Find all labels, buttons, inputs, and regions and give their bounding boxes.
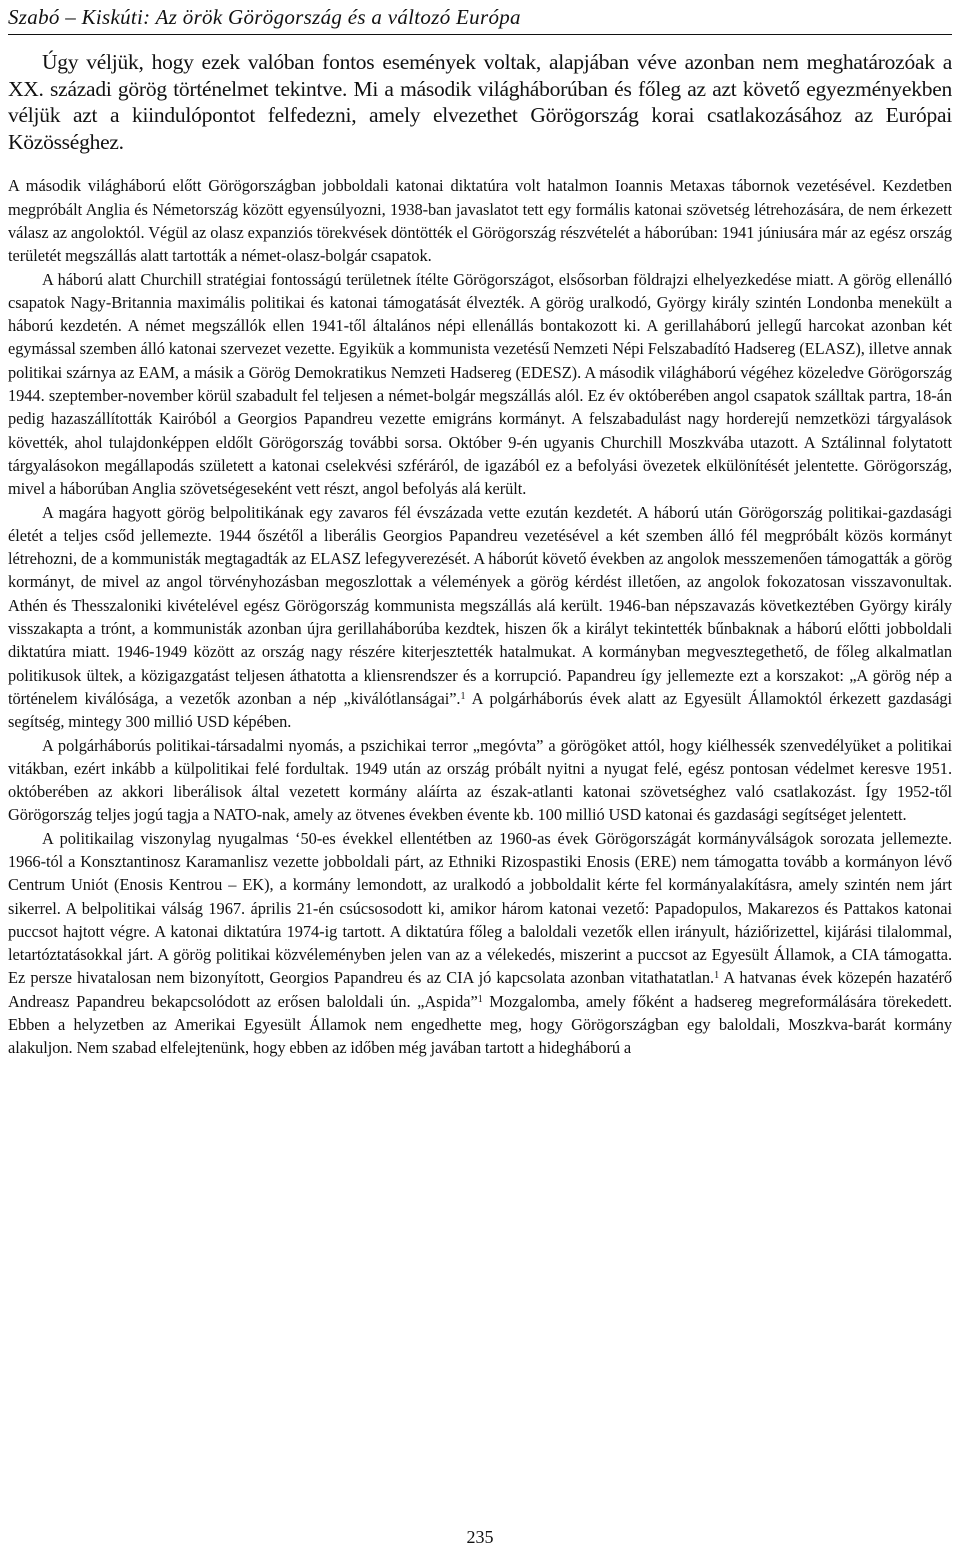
paragraph-text: A háború alatt Churchill stratégiai fontosságú területnek ítélte Görögországot, elsősorban földrajzi elhelyezkedése miatt. A görög ellenálló csapatok Nagy-Britannia maximális politikai és katonai támogatását élvezték. A görög uralkodó, György király szintén Londonba menekült a háború kezdetén. A német megszállók ellen 1941-től általános népi ellenállás bontakozott ki. A gerillaháború jellegű harcokat azonban két egymással szemben álló katonai szervezet vezette. Egyikük a kommunista vezetésű Nemzeti Népi Felszabadító Hadsereg (ELASZ), illetve annak politikai szárnya az EAM, a másik a Görög Demokratikus Nemzeti Hadsereg (EDESZ). A második világháború végéhez közeledve Görögország 1944. szeptember-november körül szabadult fel teljesen a német-bolgár megszállás alól. Ez év októberében angol csapatok szálltak partra, 18-án pedig hazaszállították Kairóból a Georgios Papandreu vezette emigráns kormányt. A felszabadulást nagy horderejű nemzetközi tárgyalások követték, ahol tulajdonképpen eldőlt Görögország további sorsa. Október 9-én ugyanis Churchill Moszkvába utazott. A Sztálinnal folytatott tárgyalásokon megállapodás született a katonai cselekvési szféráról, de igazából ez a befolyási övezetek elkülönítését jelentette. Görögország, mivel a háborúban Anglia szövetségeseként vett részt, angol befolyás alá került. xyxy=(8,269,952,499)
paragraph-nato xyxy=(8,734,952,827)
paragraph-text: A második világháború előtt Görögországban jobboldali katonai diktatúra volt hatalmon Ioannis Metaxas tábornok vezetésével. Kezdetben megpróbált Anglia és Németország között egyensúlyozni, 1938-ban javaslatot tett egy formális katonai szövetség létrehozására, de nem érkezett válasz az angoloktól. Végül az olasz expanziós törekvések döntötték el Görögország részvételét a háborúban: 1941 júniusára már az egész ország területét megszállás alatt tartották a német-olasz-bolgár csapatok. xyxy=(8,176,952,266)
running-header xyxy=(8,4,952,35)
paragraph-metaxas xyxy=(8,174,952,267)
paragraph-text: A polgárháborús politikai-társadalmi nyomás, a pszichikai terror „megóvta” a görögöket attól, hogy kiélhessék szenvedélyüket a politikai vitákban, ezért inkább a külpolitikai felé fordultak. 1949 után az ország próbált nyitni a nyugat felé, egész pontosan védelmet keresve 1951. októberében az akkori liberálisok által vezetett kormány aláírta az észak-atlanti katonai szövetséghez való csatlakozást. Így 1952-től Görögország teljes jogú tagja a NATO-nak, amely az ötvenes években évente kb. 100 millió USD katonai és gazdasági segítséget jelentett. xyxy=(8,735,952,825)
paragraph-text: A politikailag viszonylag nyugalmas ‘50-es évekkel ellentétben az 1960-as évek Görögországát kormányválságok sorozata jellemezte. 1966-tól a Konsztantinosz Karamanlisz vezette jobboldali párt, az Ethniki Rizospastiki Enosis (ERE) nem támogatta tovább a kormányon lévő Centrum Uniót (Enosis Kentrou – EK), a kormány lemondott, az uralkodó a jobboldalit kérte fel kormányalakításra, amely szintén nem járt sikerrel. A belpolitikai válság 1967. április 21-én csúcsosodott ki, amikor három katonai vezető: Papadopulos, Makarezos és Pattakos katonai puccsot hajtott végre. A katonai diktatúra 1974-ig tartott. A diktatúra főleg a baloldali vezetők ellen irányult, háziőrizettel, kijárási tilalommal, letartóztatásokkal járt. A görög politikai közvéleményben jelen van az a vélekedés, miszerint a puccsot az Egyesült Államok, a CIA támogatta. Ez persze hivatalosan nem bizonyított, Georgios Papandreu és az CIA jó kapcsolata azonban vitathatatlan. xyxy=(8,828,952,988)
paragraph-churchill xyxy=(8,268,952,501)
running-header-title: Szabó – Kiskúti: Az örök Görögország és a változó Európa xyxy=(8,5,521,29)
intro-text: Úgy véljük, hogy ezek valóban fontos események voltak, alapjában véve azonban nem meghatározóak a XX. századi görög történelmet tekintve. Mi a második világháborúban és főleg az azt követő egyezményekben véljük azt a kiindulópontot felfedezni, amely elvezethet Görögország korai csatlakozásához az Európai Közösséghez. xyxy=(8,50,952,154)
intro-paragraph xyxy=(8,49,952,155)
paragraph-text-tail: A polgárháborús évek alatt az Egyesült Államoktól érkezett gazdasági segítség, mintegy 300 millió USD képében. xyxy=(8,688,952,732)
footnote-marker: 1 xyxy=(460,690,466,702)
footnote-marker: 1 xyxy=(714,970,720,982)
paragraph-sixties xyxy=(8,827,952,1060)
paragraph-civil-war xyxy=(8,501,952,734)
paragraph-text: A magára hagyott görög belpolitikának egy zavaros fél évszázada vette ezután kezdetét. A háború után Görögország politikai-gazdasági életét a teljes csőd jellemezte. 1944 őszétől a liberális Georgios Papandreu vezetésével a két szemben álló fél megpróbált közös kormányt létrehozni, de a kommunisták megtagadták az ELASZ lefegyverezését. A háborút követő években az angolok messzemenően támogatták a görög kormányt, de mivel az angol törvényhozásban megoszlottak a vélemények a görög kérdést illetően, az angolok fokozatosan visszavonultak. Athén és Thesszaloniki kivételével egész Görögország kommunista megszállás alá került. 1946-ban népszavazás következtében György király visszakapta a trónt, a kommunisták azonban újra gerillaháborúba kezdtek, hiszen ők a királyt tekintették bűnbaknak a háború előtti jobboldali diktatúra miatt. 1946-1949 között az ország nagy részére kiterjesztették hatalmukat. A kormányban megvesztegethető, de főleg alkalmatlan politikusok ültek, a közigazgatást teljesen áthatotta a kliensrendszer és a korrupció. Papandreu így jellemezte ezt a korszakot: „A görög nép a történelem kiválósága, a vezetők azonban a nép „kiválótlanságai”. xyxy=(8,502,952,708)
paragraph-text-tail-2: Mozgalomba, amely főként a hadsereg megreformálására törekedett. Ebben a helyzetben az Amerikai Egyesült Államok nem engedhette meg, hogy Görögországban egy baloldali, Moszkva-barát kormány alakuljon. Nem szabad elfelejtenünk, hogy ebben az időben még javában tartott a hidegháború a xyxy=(8,991,952,1058)
paragraph-text-tail: A hatvanas évek közepén hazatérő Andreasz Papandreu bekapcsolódott az erősen baloldali ún. „Aspida” xyxy=(8,968,953,1011)
body-text xyxy=(8,174,952,1059)
page-number: 235 xyxy=(466,1527,494,1547)
footnote-marker: 1 xyxy=(477,993,483,1005)
